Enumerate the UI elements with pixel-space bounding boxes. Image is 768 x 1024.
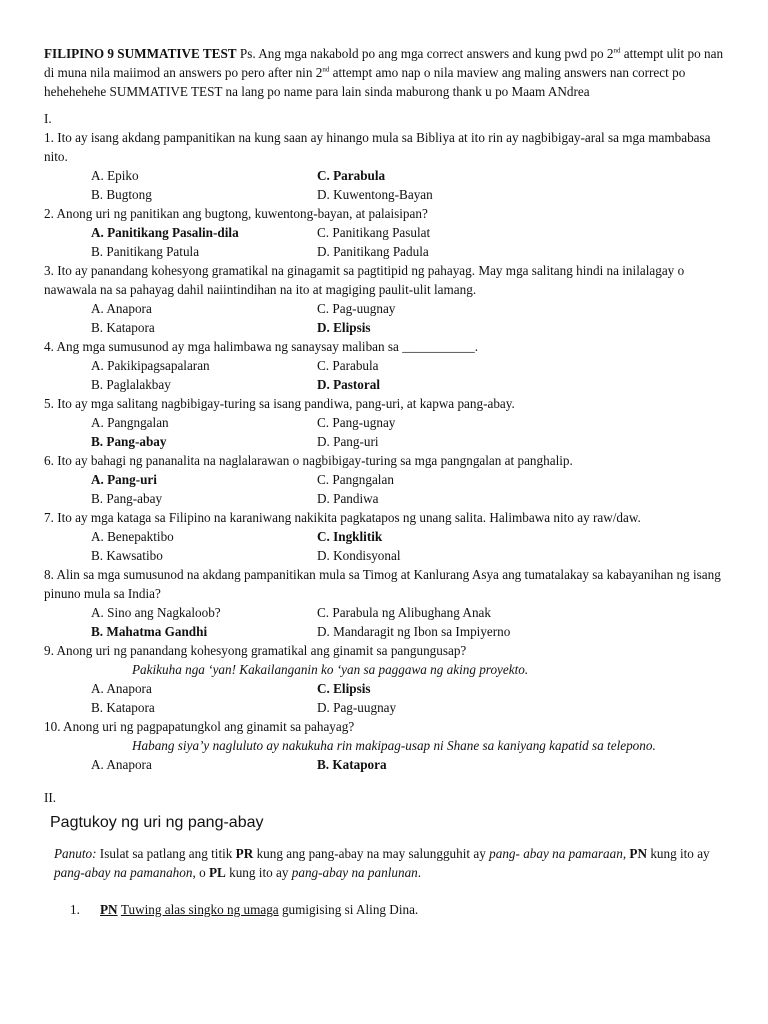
instructions-text-2: kung ang pang-abay na may salungguhit ay [253, 846, 490, 861]
instructions-text-3: , [622, 846, 630, 861]
answer-option: B. Paglalakbay [91, 377, 171, 392]
question-text: 10. Anong uri ng pagpapatungkol ang ginamit sa pahayag? [44, 719, 355, 734]
answer-option: C. Pang-ugnay [317, 415, 396, 430]
question-text: 2. Anong uri ng panitikan ang bugtong, kuwentong-bayan, at palaisipan? [44, 206, 428, 221]
answer-option: B. Bugtong [91, 187, 152, 202]
question-text: 3. Ito ay panandang kohesyong gramatikal na ginagamit sa pagtitipid ng pahayag. May mga salitang hindi na inilalagay o nawawala na sa pahayag dahil naiintindihan na ito at magiging paulit-ulit lamang. [44, 263, 685, 297]
answer-options [44, 413, 724, 451]
answer-option: C. Pag-uugnay [317, 301, 396, 316]
answer-option-correct: B. Mahatma Gandhi [91, 624, 208, 639]
question-item [44, 261, 724, 337]
question-text: 7. Ito ay mga kataga sa Filipino na karaniwang nakikita pagkatapos ng unang salita. Halimbawa nito ay raw/daw. [44, 510, 641, 525]
answer-options [44, 299, 724, 337]
instructions-text-5: , o [192, 865, 209, 880]
answer-options [44, 223, 724, 261]
answer-option: A. Epiko [91, 168, 139, 183]
answer-option-correct: C. Elipsis [317, 681, 371, 696]
answer-option: A. Anapora [91, 757, 152, 772]
answer-options [44, 356, 724, 394]
answer-option: C. Parabula [317, 358, 379, 373]
answer-options [44, 603, 724, 641]
header-note-2: attempt ulit po nan di muna nila maiimod an answers po pero after nin 2 [44, 46, 724, 80]
answer-options [44, 679, 724, 717]
answer-option: C. Parabula ng Alibughang Anak [317, 605, 491, 620]
question-item [44, 128, 724, 204]
answer-options [44, 755, 724, 774]
header-note-sup-2: nd [322, 65, 330, 74]
answer-option: B. Panitikang Patula [91, 244, 200, 259]
code-pl: PL [208, 865, 226, 880]
answer-option-correct: B. Pang-abay [91, 434, 167, 449]
instructions-italic-1: pang- abay na pamaraan [489, 846, 623, 861]
answer-option-correct: D. Pastoral [317, 377, 380, 392]
question-text: 1. Ito ay isang akdang pampanitikan na kung saan ay hinango mula sa Bibliya at ito rin ay nagbibigay-aral sa mga mambabasa nito. [44, 130, 711, 164]
question-item [44, 565, 724, 641]
answer-option: A. Pakikipagsapalaran [91, 358, 210, 373]
code-pn: PN [629, 846, 648, 861]
header-note-sup-1: nd [613, 46, 621, 55]
section-1-label: I. [44, 111, 52, 126]
question-item [44, 204, 724, 261]
answer-option: D. Kuwentong-Bayan [317, 187, 433, 202]
item-answer: PN [100, 902, 118, 917]
answer-option: B. Katapora [91, 700, 155, 715]
question-item [44, 508, 724, 565]
answer-option-correct: B. Katapora [317, 757, 387, 772]
answer-option-correct: A. Pang-uri [91, 472, 157, 487]
instructions-italic-2: pang-abay na pamanahon [54, 865, 193, 880]
instructions [44, 844, 724, 882]
answer-options [44, 166, 724, 204]
answer-option: D. Mandaragit ng Ibon sa Impiyerno [317, 624, 511, 639]
answer-option: D. Pandiwa [317, 491, 379, 506]
answer-option: A. Anapora [91, 681, 152, 696]
question-item [44, 337, 724, 394]
question-quote: Pakikuha nga ‘yan! Kakailanganin ko ‘yan sa paggawa ng aking proyekto. [132, 662, 529, 677]
header-note-1: Ps. Ang mga nakabold po ang mga correct answers and kung pwd po 2 [239, 46, 614, 61]
question-item [44, 641, 724, 717]
answer-option: D. Pang-uri [317, 434, 379, 449]
answer-option: A. Anapora [91, 301, 152, 316]
section-2-label: II. [44, 790, 57, 805]
answer-option: C. Pangngalan [317, 472, 394, 487]
answer-option: C. Panitikang Pasulat [317, 225, 431, 240]
question-item [44, 451, 724, 508]
question-text: 9. Anong uri ng panandang kohesyong gramatikal ang ginamit sa pangungusap? [44, 643, 467, 658]
section-2-title: Pagtukoy ng uri ng pang-abay [50, 814, 264, 831]
header-block [44, 44, 724, 101]
answer-options [44, 527, 724, 565]
answer-option: A. Pangngalan [91, 415, 169, 430]
answer-option-correct: A. Panitikang Pasalin-dila [91, 225, 239, 240]
list-item [44, 900, 724, 919]
answer-option: A. Sino ang Nagkaloob? [91, 605, 221, 620]
answer-options [44, 470, 724, 508]
instructions-text-6: kung ito ay [225, 865, 292, 880]
code-pr: PR [235, 846, 254, 861]
answer-option: B. Katapora [91, 320, 155, 335]
test-title: FILIPINO 9 SUMMATIVE TEST [44, 46, 237, 61]
answer-option: B. Kawsatibo [91, 548, 163, 563]
instructions-label: Panuto: [54, 846, 97, 861]
question-text: 4. Ang mga sumusunod ay mga halimbawa ng sanaysay maliban sa ___________. [44, 339, 479, 354]
question-item [44, 394, 724, 451]
answer-option: A. Benepaktibo [91, 529, 174, 544]
question-list [44, 128, 724, 774]
answer-option: B. Pang-abay [91, 491, 163, 506]
question-quote: Habang siya’y nagluluto ay nakukuha rin makipag-usap ni Shane sa kaniyang kapatid sa telepono. [132, 738, 656, 753]
answer-option: D. Pag-uugnay [317, 700, 397, 715]
instructions-text-7: . [417, 865, 422, 880]
question-text: 5. Ito ay mga salitang nagbibigay-turing sa isang pandiwa, pang-uri, at kapwa pang-abay. [44, 396, 515, 411]
question-item [44, 717, 724, 774]
answer-option-correct: C. Ingklitik [317, 529, 383, 544]
instructions-italic-3: pang-abay na panlunan [291, 865, 418, 880]
answer-option-correct: C. Parabula [317, 168, 386, 183]
answer-option: D. Kondisyonal [317, 548, 401, 563]
question-text: 6. Ito ay bahagi ng pananalita na naglalarawan o nagbibigay-turing sa mga pangngalan at panghalip. [44, 453, 573, 468]
instructions-text-4: kung ito ay [647, 846, 710, 861]
instructions-text-1: Isulat sa patlang ang titik [96, 846, 236, 861]
item-underlined-phrase: Tuwing alas singko ng umaga [120, 902, 279, 917]
item-number: 1. [70, 902, 80, 917]
answer-option: D. Panitikang Padula [317, 244, 429, 259]
item-rest: gumigising si Aling Dina. [278, 902, 419, 917]
question-text: 8. Alin sa mga sumusunod na akdang pampanitikan mula sa Timog at Kanlurang Asya ang tumatalakay sa kabayanihan ng isang pinuno mula sa India? [44, 567, 721, 601]
header-note-3: attempt amo nap o nila maview ang maling answers nan correct po hehehehehe SUMMATIVE TEST na lang po name para lain sinda maburong thank u po Maam ANdrea [44, 65, 686, 99]
answer-option-correct: D. Elipsis [317, 320, 371, 335]
